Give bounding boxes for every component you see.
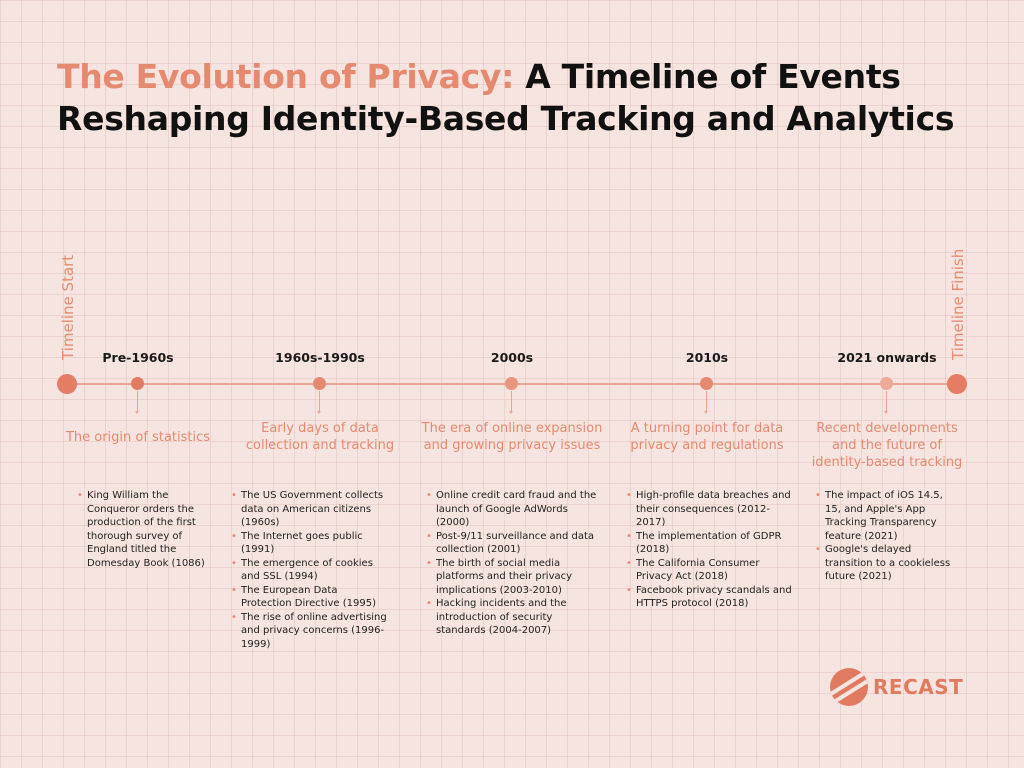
title-accent: The Evolution of Privacy: [57,57,514,96]
era-bullet-item: • Facebook privacy scandals and HTTPS protocol (2018) [626,584,794,611]
era-connector [886,391,887,413]
recast-logo [830,668,963,706]
era-heading: The era of online expansion and growing privacy issues [421,421,603,453]
era-dot [131,377,144,390]
era-bullet-item: • High-profile data breaches and their consequences (2012-2017) [626,489,794,530]
era-connector [319,391,320,413]
era-connector [137,391,138,413]
era-label: 1960s-1990s [275,350,365,365]
era-arrow-icon [704,411,708,414]
era-bullet-item: • The birth of social media platforms and their privacy implications (2003-2010) [426,557,604,598]
era-dot [313,377,326,390]
era-label: Pre-1960s [102,350,174,365]
era-arrow-icon [884,411,888,414]
era-arrow-icon [509,411,513,414]
era-bullet-item: • The impact of iOS 14.5, 15, and Apple's App Tracking Transparency feature (2021) [815,489,955,543]
era-bullet-item: • The European Data Protection Directive (1995) [231,584,391,611]
era-bullet-item: • The Internet goes public (1991) [231,530,391,557]
era-bullet-item: • The California Consumer Privacy Act (2018) [626,557,794,584]
era-bullet-item: • The implementation of GDPR (2018) [626,530,794,557]
title-rest: A Timeline of Events Reshaping Identity-Based Tracking and Analytics [57,57,955,138]
era-connector [511,391,512,413]
era-dot [700,377,713,390]
era-heading: Early days of data collection and tracking [245,421,395,453]
era-bullet-item: • Google's delayed transition to a cookieless future (2021) [815,543,955,584]
era-bullet-item: • Online credit card fraud and the launch of Google AdWords (2000) [426,489,604,530]
era-label: 2010s [685,350,729,365]
timeline-start-label: Timeline Start [59,254,77,360]
era-bullet-list [426,489,604,638]
era-bullet-item: • Hacking incidents and the introduction of security standards (2004-2007) [426,597,604,638]
timeline-start-dot [57,374,77,394]
era-label: 2021 onwards [837,350,937,365]
era-label: 2000s [490,350,534,365]
era-bullet-list [626,489,794,611]
era-connector [706,391,707,413]
era-heading: The origin of statistics [65,430,211,445]
era-heading: A turning point for data privacy and regulations [630,421,784,453]
era-bullet-item: • Post-9/11 surveillance and data collection (2001) [426,530,604,557]
era-arrow-icon [317,411,321,414]
era-bullet-item: • The US Government collects data on American citizens (1960s) [231,489,391,530]
era-heading: Recent developments and the future of identity-based tracking [811,421,963,470]
page-title [57,56,957,140]
era-arrow-icon [135,411,139,414]
era-bullet-list [815,489,955,584]
timeline-finish-dot [947,374,967,394]
recast-logo-icon [830,668,868,706]
era-bullet-item: • The emergence of cookies and SSL (1994) [231,557,391,584]
era-bullet-item: • The rise of online advertising and privacy concerns (1996-1999) [231,611,391,652]
era-bullet-list [231,489,391,651]
era-bullet-item: • King William the Conqueror orders the production of the first thorough survey of England titled the Domesday Book (1086) [77,489,207,570]
timeline-finish-label: Timeline Finish [949,248,967,360]
era-bullet-list [77,489,207,570]
era-dot [505,377,518,390]
logo-text: RECAST [873,675,964,699]
era-dot [880,377,893,390]
